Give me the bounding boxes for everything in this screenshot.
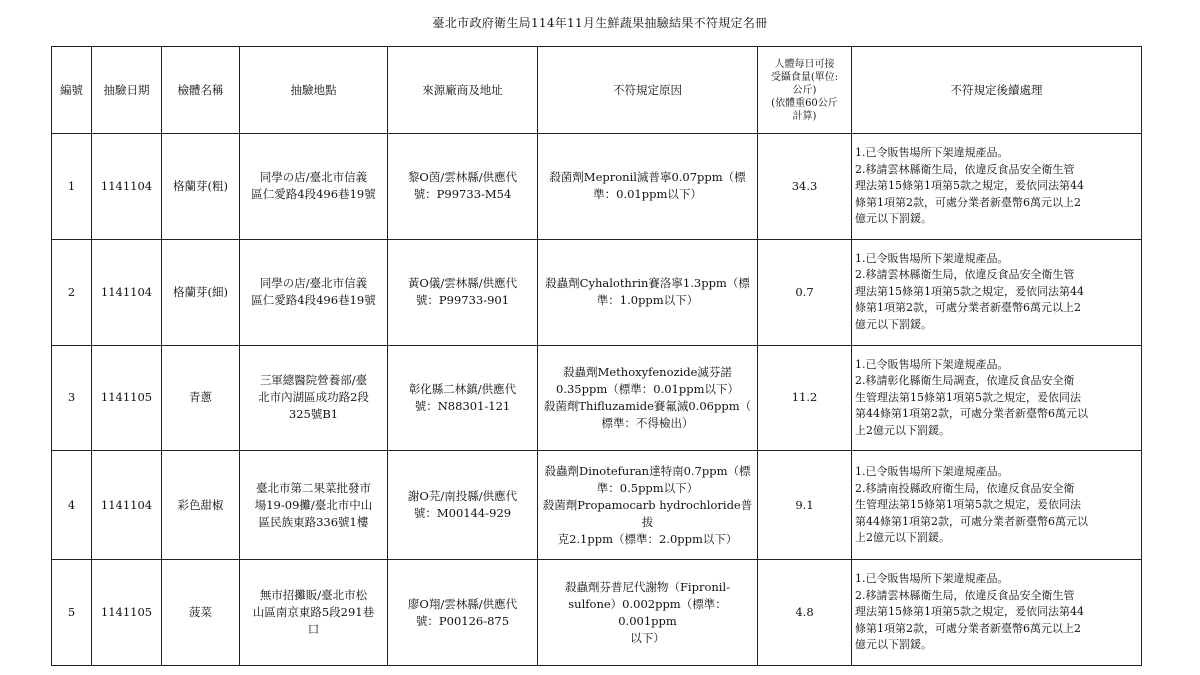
cell-action-line: 理法第15條第1項第5款之規定，爰依同法第44	[855, 605, 1084, 619]
cell-action-line: 億元以下罰鍰。	[855, 212, 932, 226]
cell-source	[388, 560, 538, 666]
cell-date: 1141104	[92, 239, 162, 345]
table-row	[52, 345, 1142, 451]
cell-location	[240, 345, 388, 451]
cell-reason-line: 殺蟲劑Methoxyfenozide滅芬諾	[563, 364, 732, 379]
cell-date: 1141105	[92, 345, 162, 451]
cell-action	[852, 134, 1142, 240]
cell-location	[240, 239, 388, 345]
cell-action-line: 條第1項第2款，可處分業者新臺幣6萬元以上2	[855, 301, 1081, 315]
cell-action-line: 理法第15條第1項第5款之規定，爰依同法第44	[855, 284, 1084, 298]
cell-source-line: 號：N88301-121	[414, 398, 511, 413]
cell-sample: 格蘭芽(粗)	[162, 134, 240, 240]
cell-action-line: 條第1項第2款，可處分業者新臺幣6萬元以上2	[855, 621, 1081, 635]
header-intake	[758, 47, 852, 134]
cell-action-line: 1.已令販售場所下架違規產品。	[855, 251, 1009, 265]
header-intake-line: 人體每日可接	[774, 58, 835, 70]
cell-source-line: 彰化縣二林鎮/供應代	[408, 381, 517, 396]
header-date: 抽驗日期	[92, 47, 162, 134]
cell-source-line: 號：P99733-M54	[413, 187, 512, 202]
cell-reason-line: 殺菌劑Thifluzamide賽氟滅0.06ppm（	[543, 398, 752, 413]
cell-location-line: 同學の店/臺北市信義	[259, 170, 368, 185]
cell-location	[240, 451, 388, 560]
cell-location	[240, 560, 388, 666]
cell-source-line: 謝O芫/南投縣/供應代	[407, 489, 518, 504]
cell-action-line: 第44條第1項第2款，可處分業者新臺幣6萬元以	[855, 407, 1088, 421]
header-intake-line: 公斤)	[792, 84, 817, 96]
cell-sample: 彩色甜椒	[162, 451, 240, 560]
cell-reason-line: 準：0.01ppm以下）	[593, 187, 702, 202]
cell-reason-line: 準：1.0ppm以下）	[596, 293, 699, 308]
header-intake-line: 計算)	[792, 110, 817, 122]
cell-reason-line: 殺菌劑Mepronil滅普寧0.07ppm（標	[549, 170, 746, 185]
cell-reason-line: 殺蟲劑芬普尼代謝物（Fipronil-	[564, 579, 731, 594]
cell-reason	[538, 239, 758, 345]
cell-location-line: 325號B1	[288, 407, 339, 422]
cell-intake: 4.8	[758, 560, 852, 666]
cell-sample: 青蔥	[162, 345, 240, 451]
cell-action	[852, 451, 1142, 560]
header-action: 不符規定後續處理	[852, 47, 1142, 134]
document-title: 臺北市政府衛生局114年11月生鮮蔬果抽驗結果不符規定名冊	[432, 16, 768, 30]
cell-action	[852, 345, 1142, 451]
cell-action-line: 2.移請雲林縣衛生局，依違反食品安全衛生管	[855, 588, 1075, 602]
cell-location-line: 臺北市第二果菜批發市	[256, 480, 371, 495]
cell-action-line: 2.移請雲林縣衛生局，依違反食品安全衛生管	[855, 268, 1075, 282]
cell-date: 1141104	[92, 134, 162, 240]
table-row	[52, 451, 1142, 560]
cell-source-line: 廖O翔/雲林縣/供應代	[407, 596, 518, 611]
header-no: 編號	[52, 47, 92, 134]
cell-reason-line: 準：0.5ppm以下）	[596, 480, 699, 495]
cell-location-line: 同學の店/臺北市信義	[259, 276, 368, 291]
header-intake-line: (依體重60公斤	[771, 97, 838, 109]
cell-reason-line: 標準：不得檢出）	[601, 415, 694, 430]
cell-reason-line: 殺蟲劑Dinotefuran達特南0.7ppm（標	[544, 463, 751, 478]
cell-intake: 0.7	[758, 239, 852, 345]
cell-source-line: 黎O茵/雲林縣/供應代	[407, 170, 518, 185]
header-row	[52, 47, 1142, 134]
cell-sample: 格蘭芽(細)	[162, 239, 240, 345]
cell-action-line: 2.移請雲林縣衛生局，依違反食品安全衛生管	[855, 162, 1075, 176]
cell-no: 5	[52, 560, 92, 666]
cell-location-line: 口	[307, 622, 320, 637]
cell-no: 4	[52, 451, 92, 560]
header-sample: 檢體名稱	[162, 47, 240, 134]
cell-location-line: 區民族東路336號1樓	[258, 514, 369, 529]
cell-action-line: 條第1項第2款，可處分業者新臺幣6萬元以上2	[855, 195, 1081, 209]
table-row	[52, 239, 1142, 345]
cell-source-line: 號：M00144-929	[413, 506, 512, 521]
cell-action-line: 億元以下罰鍰。	[855, 638, 932, 652]
header-reason: 不符規定原因	[538, 47, 758, 134]
cell-reason	[538, 560, 758, 666]
header-source: 來源廠商及地址	[388, 47, 538, 134]
cell-no: 1	[52, 134, 92, 240]
cell-source-line: 號：P99733-901	[415, 293, 510, 308]
cell-action-line: 2.移請南投縣政府衛生局，依違反食品安全衛	[855, 481, 1075, 495]
cell-source	[388, 134, 538, 240]
cell-location-line: 區仁愛路4段496巷19號	[251, 187, 376, 202]
cell-action-line: 1.已令販售場所下架違規產品。	[855, 465, 1009, 478]
header-intake-line: 受攝食量(單位:	[770, 71, 839, 83]
cell-action-line: 1.已令販售場所下架違規產品。	[855, 357, 1009, 371]
cell-action-line: 2.移請彰化縣衛生局調查，依違反食品安全衛	[855, 374, 1075, 388]
cell-reason-line: 克2.1ppm（標準：2.0ppm以下）	[557, 531, 738, 546]
cell-action	[852, 560, 1142, 666]
cell-action-line: 億元以下罰鍰。	[855, 317, 932, 331]
cell-action-line: 理法第15條第1項第5款之規定，爰依同法第44	[855, 179, 1084, 193]
cell-action-line: 生管理法第15條第1項第5款之規定，爰依同法	[855, 498, 1081, 511]
cell-action-line: 上2億元以下罰鍰。	[855, 531, 950, 544]
cell-action-line: 生管理法第15條第1項第5款之規定，爰依同法	[855, 390, 1081, 404]
cell-location	[240, 134, 388, 240]
cell-no: 3	[52, 345, 92, 451]
cell-reason	[538, 451, 758, 560]
cell-location-line: 三軍總醫院營養部/臺	[259, 373, 368, 388]
cell-location-line: 場19-09攤/臺北市中山	[254, 497, 373, 512]
cell-date: 1141105	[92, 560, 162, 666]
cell-no: 2	[52, 239, 92, 345]
cell-intake: 34.3	[758, 134, 852, 240]
cell-reason-line: 以下）	[630, 630, 665, 645]
cell-action	[852, 239, 1142, 345]
cell-reason-line: 殺菌劑Propamocarb hydrochloride普拔	[542, 497, 753, 529]
table-row	[52, 560, 1142, 666]
cell-location-line: 無市招攤販/臺北市松	[259, 588, 368, 603]
cell-location-line: 山區南京東路5段291巷	[252, 605, 375, 620]
violation-table	[51, 46, 1142, 666]
cell-source-line: 號：P00126-875	[415, 613, 510, 628]
cell-reason-line: sulfone）0.002ppm（標準：0.001ppm	[568, 596, 727, 628]
cell-location-line: 北市內湖區成功路2段	[258, 390, 369, 405]
cell-reason	[538, 134, 758, 240]
cell-intake: 9.1	[758, 451, 852, 560]
cell-action-line: 1.已令販售場所下架違規產品。	[855, 146, 1009, 160]
cell-reason-line: 0.35ppm（標準：0.01ppm以下）	[556, 381, 739, 396]
cell-action-line: 第44條第1項第2款，可處分業者新臺幣6萬元以	[855, 514, 1088, 528]
cell-intake: 11.2	[758, 345, 852, 451]
table-row	[52, 134, 1142, 240]
cell-date: 1141104	[92, 451, 162, 560]
cell-source	[388, 345, 538, 451]
cell-source	[388, 239, 538, 345]
cell-reason	[538, 345, 758, 451]
cell-action-line: 上2億元以下罰鍰。	[855, 423, 950, 437]
header-location: 抽驗地點	[240, 47, 388, 134]
cell-reason-line: 殺蟲劑Cyhalothrin賽洛寧1.3ppm（標	[545, 276, 750, 291]
cell-location-line: 區仁愛路4段496巷19號	[251, 293, 376, 308]
cell-action-line: 1.已令販售場所下架違規產品。	[855, 572, 1009, 586]
cell-sample: 菠菜	[162, 560, 240, 666]
cell-source-line: 黃O儀/雲林縣/供應代	[407, 276, 518, 291]
cell-source	[388, 451, 538, 560]
